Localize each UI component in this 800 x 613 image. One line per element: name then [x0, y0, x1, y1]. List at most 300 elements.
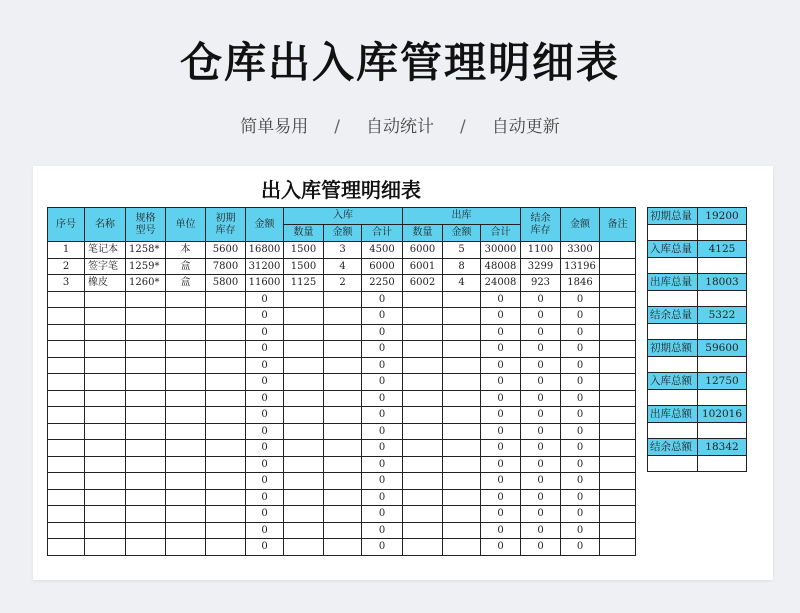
cell-remark[interactable]	[600, 242, 636, 259]
cell-init[interactable]	[206, 341, 246, 358]
cell-unit[interactable]	[166, 489, 206, 506]
summary-spacer-row	[648, 455, 747, 472]
cell-in-qty[interactable]	[284, 308, 324, 325]
cell-out-qty[interactable]	[403, 489, 443, 506]
cell-out-qty[interactable]	[403, 473, 443, 490]
summary-label: 入库总量	[648, 241, 698, 258]
cell-out-amt[interactable]	[443, 522, 481, 539]
cell-out-total[interactable]: 0	[481, 357, 521, 374]
cell-init[interactable]: 5800	[206, 275, 246, 292]
cell-in-total[interactable]: 0	[362, 489, 403, 506]
cell-bal[interactable]: 0	[521, 407, 561, 424]
cell-out-amt[interactable]: 5	[443, 242, 481, 259]
cell-unit[interactable]: 盒	[166, 258, 206, 275]
cell-bal[interactable]: 923	[521, 275, 561, 292]
cell-bal-amt[interactable]: 0	[561, 291, 600, 308]
cell-amt[interactable]: 0	[246, 522, 284, 539]
cell-amt[interactable]: 0	[246, 489, 284, 506]
cell-unit[interactable]	[166, 440, 206, 457]
cell-bal[interactable]: 0	[521, 324, 561, 341]
cell-in-qty[interactable]	[284, 357, 324, 374]
cell-name[interactable]	[85, 423, 126, 440]
cell-in-qty[interactable]	[284, 341, 324, 358]
cell-in-amt[interactable]	[324, 489, 362, 506]
summary-value[interactable]: 102016	[698, 406, 747, 423]
cell-bal-amt[interactable]: 3300	[561, 242, 600, 259]
cell-seq[interactable]	[48, 324, 85, 341]
cell-in-total[interactable]: 0	[362, 308, 403, 325]
cell-spec[interactable]	[126, 522, 166, 539]
cell-out-amt[interactable]	[443, 291, 481, 308]
cell-init[interactable]	[206, 539, 246, 556]
cell-out-amt[interactable]	[443, 423, 481, 440]
summary-value[interactable]: 4125	[698, 241, 747, 258]
cell-in-qty[interactable]	[284, 390, 324, 407]
cell-bal-amt[interactable]: 0	[561, 341, 600, 358]
cell-name[interactable]	[85, 308, 126, 325]
cell-out-amt[interactable]	[443, 489, 481, 506]
cell-bal[interactable]: 0	[521, 539, 561, 556]
cell-name[interactable]	[85, 341, 126, 358]
cell-out-total[interactable]: 0	[481, 522, 521, 539]
cell-name[interactable]	[85, 291, 126, 308]
cell-name[interactable]	[85, 357, 126, 374]
cell-amt[interactable]: 0	[246, 291, 284, 308]
cell-out-qty[interactable]	[403, 407, 443, 424]
cell-out-amt[interactable]	[443, 390, 481, 407]
cell-spec[interactable]	[126, 489, 166, 506]
cell-bal-amt[interactable]: 0	[561, 308, 600, 325]
cell-out-qty[interactable]	[403, 440, 443, 457]
cell-in-total[interactable]: 0	[362, 324, 403, 341]
cell-remark[interactable]	[600, 423, 636, 440]
cell-name[interactable]: 签字笔	[85, 258, 126, 275]
cell-out-qty[interactable]	[403, 374, 443, 391]
cell-in-amt[interactable]	[324, 539, 362, 556]
cell-amt[interactable]: 0	[246, 506, 284, 523]
cell-remark[interactable]	[600, 522, 636, 539]
cell-init[interactable]	[206, 489, 246, 506]
cell-in-total[interactable]: 0	[362, 390, 403, 407]
cell-remark[interactable]	[600, 308, 636, 325]
cell-amt[interactable]: 0	[246, 341, 284, 358]
cell-seq[interactable]	[48, 539, 85, 556]
cell-in-qty[interactable]	[284, 291, 324, 308]
cell-in-amt[interactable]	[324, 324, 362, 341]
cell-bal-amt[interactable]: 0	[561, 374, 600, 391]
cell-bal-amt[interactable]: 0	[561, 506, 600, 523]
cell-spec[interactable]	[126, 390, 166, 407]
cell-seq[interactable]	[48, 489, 85, 506]
cell-remark[interactable]	[600, 539, 636, 556]
cell-init[interactable]	[206, 506, 246, 523]
cell-in-amt[interactable]: 4	[324, 258, 362, 275]
cell-name[interactable]	[85, 407, 126, 424]
cell-name[interactable]: 橡皮	[85, 275, 126, 292]
cell-bal-amt[interactable]: 0	[561, 539, 600, 556]
cell-seq[interactable]: 3	[48, 275, 85, 292]
cell-spec[interactable]	[126, 308, 166, 325]
cell-name[interactable]	[85, 506, 126, 523]
cell-name[interactable]	[85, 522, 126, 539]
cell-init[interactable]	[206, 291, 246, 308]
cell-out-total[interactable]: 0	[481, 291, 521, 308]
cell-out-total[interactable]: 48008	[481, 258, 521, 275]
cell-in-total[interactable]: 0	[362, 291, 403, 308]
cell-amt[interactable]: 0	[246, 308, 284, 325]
cell-amt[interactable]: 0	[246, 324, 284, 341]
cell-out-amt[interactable]	[443, 374, 481, 391]
cell-out-qty[interactable]	[403, 341, 443, 358]
cell-remark[interactable]	[600, 357, 636, 374]
cell-spec[interactable]	[126, 374, 166, 391]
summary-label: 入库总额	[648, 373, 698, 390]
cell-bal[interactable]: 3299	[521, 258, 561, 275]
cell-spec[interactable]	[126, 423, 166, 440]
cell-seq[interactable]	[48, 440, 85, 457]
cell-out-amt[interactable]: 8	[443, 258, 481, 275]
cell-amt[interactable]: 11600	[246, 275, 284, 292]
cell-out-qty[interactable]: 6001	[403, 258, 443, 275]
cell-bal-amt[interactable]: 0	[561, 390, 600, 407]
cell-unit[interactable]	[166, 341, 206, 358]
cell-in-total[interactable]: 0	[362, 522, 403, 539]
cell-in-amt[interactable]	[324, 374, 362, 391]
cell-unit[interactable]	[166, 324, 206, 341]
cell-amt[interactable]: 0	[246, 407, 284, 424]
cell-in-total[interactable]: 0	[362, 506, 403, 523]
cell-unit[interactable]: 盒	[166, 275, 206, 292]
cell-bal[interactable]: 0	[521, 374, 561, 391]
cell-unit[interactable]	[166, 423, 206, 440]
cell-spec[interactable]	[126, 539, 166, 556]
cell-init[interactable]	[206, 390, 246, 407]
cell-name[interactable]	[85, 440, 126, 457]
cell-out-amt[interactable]	[443, 539, 481, 556]
cell-in-amt[interactable]	[324, 506, 362, 523]
cell-bal[interactable]: 0	[521, 423, 561, 440]
cell-bal-amt[interactable]: 0	[561, 473, 600, 490]
cell-seq[interactable]	[48, 506, 85, 523]
cell-in-qty[interactable]	[284, 440, 324, 457]
cell-remark[interactable]	[600, 291, 636, 308]
cell-bal[interactable]: 0	[521, 357, 561, 374]
summary-value[interactable]: 12750	[698, 373, 747, 390]
cell-in-amt[interactable]	[324, 440, 362, 457]
cell-amt[interactable]: 0	[246, 374, 284, 391]
cell-out-total[interactable]: 0	[481, 374, 521, 391]
cell-unit[interactable]	[166, 390, 206, 407]
cell-out-amt[interactable]	[443, 308, 481, 325]
cell-remark[interactable]	[600, 258, 636, 275]
cell-name[interactable]	[85, 374, 126, 391]
cell-unit[interactable]	[166, 308, 206, 325]
cell-remark[interactable]	[600, 275, 636, 292]
cell-spec[interactable]	[126, 341, 166, 358]
cell-amt[interactable]: 0	[246, 357, 284, 374]
cell-in-total[interactable]: 0	[362, 407, 403, 424]
cell-out-qty[interactable]	[403, 423, 443, 440]
summary-value[interactable]: 59600	[698, 340, 747, 357]
sheet-title: 出入库管理明细表	[261, 178, 421, 202]
cell-out-total[interactable]: 0	[481, 308, 521, 325]
cell-in-amt[interactable]: 3	[324, 242, 362, 259]
summary-value[interactable]: 5322	[698, 307, 747, 324]
cell-bal[interactable]: 0	[521, 456, 561, 473]
cell-out-amt[interactable]: 4	[443, 275, 481, 292]
cell-init[interactable]	[206, 357, 246, 374]
cell-bal-amt[interactable]: 0	[561, 456, 600, 473]
cell-bal[interactable]: 0	[521, 291, 561, 308]
cell-in-amt[interactable]	[324, 473, 362, 490]
cell-name[interactable]	[85, 473, 126, 490]
cell-bal-amt[interactable]: 0	[561, 522, 600, 539]
cell-in-amt[interactable]	[324, 456, 362, 473]
cell-bal-amt[interactable]: 0	[561, 407, 600, 424]
cell-init[interactable]	[206, 423, 246, 440]
cell-remark[interactable]	[600, 473, 636, 490]
cell-remark[interactable]	[600, 407, 636, 424]
cell-init[interactable]	[206, 407, 246, 424]
cell-unit[interactable]	[166, 456, 206, 473]
cell-remark[interactable]	[600, 456, 636, 473]
cell-in-amt[interactable]	[324, 341, 362, 358]
cell-out-amt[interactable]	[443, 407, 481, 424]
cell-out-qty[interactable]	[403, 539, 443, 556]
cell-amt[interactable]: 0	[246, 473, 284, 490]
cell-amt[interactable]: 0	[246, 456, 284, 473]
cell-in-amt[interactable]	[324, 423, 362, 440]
cell-unit[interactable]	[166, 407, 206, 424]
summary-value[interactable]: 19200	[698, 208, 747, 225]
cell-bal[interactable]: 0	[521, 390, 561, 407]
cell-init[interactable]	[206, 374, 246, 391]
cell-out-total[interactable]: 0	[481, 440, 521, 457]
cell-in-total[interactable]: 0	[362, 473, 403, 490]
cell-out-total[interactable]: 0	[481, 324, 521, 341]
cell-in-total[interactable]: 6000	[362, 258, 403, 275]
cell-remark[interactable]	[600, 324, 636, 341]
cell-remark[interactable]	[600, 489, 636, 506]
cell-bal-amt[interactable]: 0	[561, 489, 600, 506]
cell-amt[interactable]: 16800	[246, 242, 284, 259]
cell-seq[interactable]	[48, 522, 85, 539]
cell-in-qty[interactable]	[284, 324, 324, 341]
cell-in-total[interactable]: 0	[362, 374, 403, 391]
cell-seq[interactable]	[48, 341, 85, 358]
cell-bal-amt[interactable]: 0	[561, 324, 600, 341]
cell-name[interactable]	[85, 390, 126, 407]
cell-out-qty[interactable]	[403, 308, 443, 325]
cell-amt[interactable]: 31200	[246, 258, 284, 275]
cell-in-qty[interactable]: 1500	[284, 258, 324, 275]
cell-in-amt[interactable]	[324, 308, 362, 325]
cell-spec[interactable]	[126, 291, 166, 308]
cell-seq[interactable]	[48, 374, 85, 391]
cell-in-total[interactable]: 0	[362, 341, 403, 358]
cell-bal-amt[interactable]: 0	[561, 440, 600, 457]
cell-bal-amt[interactable]: 1846	[561, 275, 600, 292]
cell-init[interactable]	[206, 440, 246, 457]
cell-unit[interactable]: 本	[166, 242, 206, 259]
cell-out-amt[interactable]	[443, 440, 481, 457]
cell-in-amt[interactable]	[324, 522, 362, 539]
cell-seq[interactable]: 1	[48, 242, 85, 259]
cell-unit[interactable]	[166, 539, 206, 556]
cell-out-qty[interactable]: 6000	[403, 242, 443, 259]
cell-in-amt[interactable]	[324, 407, 362, 424]
cell-spec[interactable]	[126, 506, 166, 523]
cell-in-qty[interactable]	[284, 473, 324, 490]
cell-amt[interactable]: 0	[246, 539, 284, 556]
cell-spec[interactable]	[126, 324, 166, 341]
cell-seq[interactable]	[48, 473, 85, 490]
cell-init[interactable]	[206, 308, 246, 325]
cell-seq[interactable]	[48, 308, 85, 325]
cell-out-qty[interactable]	[403, 390, 443, 407]
cell-in-amt[interactable]	[324, 390, 362, 407]
cell-in-qty[interactable]	[284, 407, 324, 424]
summary-value[interactable]: 18003	[698, 274, 747, 291]
cell-in-amt[interactable]: 2	[324, 275, 362, 292]
cell-in-amt[interactable]	[324, 291, 362, 308]
cell-remark[interactable]	[600, 374, 636, 391]
cell-spec[interactable]: 1259*	[126, 258, 166, 275]
cell-seq[interactable]	[48, 407, 85, 424]
cell-out-qty[interactable]	[403, 456, 443, 473]
cell-amt[interactable]: 0	[246, 440, 284, 457]
cell-seq[interactable]: 2	[48, 258, 85, 275]
cell-out-total[interactable]: 0	[481, 539, 521, 556]
cell-in-total[interactable]: 4500	[362, 242, 403, 259]
cell-amt[interactable]: 0	[246, 390, 284, 407]
cell-in-qty[interactable]: 1125	[284, 275, 324, 292]
cell-name[interactable]	[85, 489, 126, 506]
cell-init[interactable]	[206, 456, 246, 473]
cell-bal[interactable]: 0	[521, 473, 561, 490]
cell-in-qty[interactable]	[284, 489, 324, 506]
cell-in-qty[interactable]	[284, 539, 324, 556]
cell-in-qty[interactable]	[284, 506, 324, 523]
cell-out-qty[interactable]	[403, 324, 443, 341]
cell-seq[interactable]	[48, 357, 85, 374]
cell-out-amt[interactable]	[443, 456, 481, 473]
cell-bal[interactable]: 0	[521, 506, 561, 523]
cell-unit[interactable]	[166, 357, 206, 374]
cell-bal[interactable]: 0	[521, 522, 561, 539]
cell-remark[interactable]	[600, 341, 636, 358]
cell-remark[interactable]	[600, 506, 636, 523]
cell-in-qty[interactable]	[284, 456, 324, 473]
cell-unit[interactable]	[166, 374, 206, 391]
cell-bal[interactable]: 0	[521, 341, 561, 358]
cell-name[interactable]	[85, 324, 126, 341]
cell-in-total[interactable]: 0	[362, 357, 403, 374]
cell-in-amt[interactable]	[324, 357, 362, 374]
cell-out-total[interactable]: 0	[481, 390, 521, 407]
cell-seq[interactable]	[48, 456, 85, 473]
cell-out-total[interactable]: 0	[481, 489, 521, 506]
cell-init[interactable]	[206, 473, 246, 490]
cell-name[interactable]	[85, 539, 126, 556]
cell-name[interactable]: 笔记本	[85, 242, 126, 259]
cell-out-total[interactable]: 24008	[481, 275, 521, 292]
cell-in-qty[interactable]	[284, 374, 324, 391]
cell-spec[interactable]	[126, 407, 166, 424]
cell-in-qty[interactable]: 1500	[284, 242, 324, 259]
cell-in-total[interactable]: 2250	[362, 275, 403, 292]
cell-init[interactable]: 5600	[206, 242, 246, 259]
cell-seq[interactable]	[48, 390, 85, 407]
cell-unit[interactable]	[166, 291, 206, 308]
cell-out-total[interactable]: 0	[481, 456, 521, 473]
cell-spec[interactable]	[126, 440, 166, 457]
cell-spec[interactable]	[126, 456, 166, 473]
cell-out-qty[interactable]: 6002	[403, 275, 443, 292]
cell-in-total[interactable]: 0	[362, 423, 403, 440]
header-balance-amount: 金额	[561, 208, 600, 242]
cell-spec[interactable]	[126, 357, 166, 374]
cell-unit[interactable]	[166, 506, 206, 523]
summary-spacer-row	[648, 323, 747, 340]
cell-spec[interactable]	[126, 473, 166, 490]
cell-bal[interactable]: 1100	[521, 242, 561, 259]
cell-spec[interactable]: 1260*	[126, 275, 166, 292]
summary-spacer-cell	[648, 224, 698, 241]
cell-remark[interactable]	[600, 390, 636, 407]
cell-in-total[interactable]: 0	[362, 539, 403, 556]
cell-name[interactable]	[85, 456, 126, 473]
cell-bal[interactable]: 0	[521, 440, 561, 457]
cell-in-total[interactable]: 0	[362, 440, 403, 457]
cell-bal-amt[interactable]: 0	[561, 357, 600, 374]
cell-unit[interactable]	[166, 473, 206, 490]
cell-bal[interactable]: 0	[521, 489, 561, 506]
cell-out-amt[interactable]	[443, 473, 481, 490]
cell-out-amt[interactable]	[443, 357, 481, 374]
cell-out-total[interactable]: 0	[481, 423, 521, 440]
cell-amt[interactable]: 0	[246, 423, 284, 440]
cell-out-total[interactable]: 0	[481, 407, 521, 424]
cell-remark[interactable]	[600, 440, 636, 457]
cell-unit[interactable]	[166, 522, 206, 539]
cell-out-qty[interactable]	[403, 291, 443, 308]
cell-in-qty[interactable]	[284, 423, 324, 440]
summary-value[interactable]: 18342	[698, 439, 747, 456]
cell-init[interactable]	[206, 522, 246, 539]
cell-init[interactable]	[206, 324, 246, 341]
cell-bal-amt[interactable]: 13196	[561, 258, 600, 275]
cell-spec[interactable]: 1258*	[126, 242, 166, 259]
cell-bal[interactable]: 0	[521, 308, 561, 325]
cell-bal-amt[interactable]: 0	[561, 423, 600, 440]
cell-init[interactable]: 7800	[206, 258, 246, 275]
cell-out-amt[interactable]	[443, 506, 481, 523]
cell-out-amt[interactable]	[443, 341, 481, 358]
cell-seq[interactable]	[48, 291, 85, 308]
cell-out-total[interactable]: 30000	[481, 242, 521, 259]
cell-out-total[interactable]: 0	[481, 341, 521, 358]
cell-out-qty[interactable]	[403, 522, 443, 539]
cell-seq[interactable]	[48, 423, 85, 440]
cell-out-qty[interactable]	[403, 357, 443, 374]
cell-in-qty[interactable]	[284, 522, 324, 539]
cell-out-total[interactable]: 0	[481, 473, 521, 490]
cell-out-amt[interactable]	[443, 324, 481, 341]
cell-out-total[interactable]: 0	[481, 506, 521, 523]
cell-out-qty[interactable]	[403, 506, 443, 523]
cell-in-total[interactable]: 0	[362, 456, 403, 473]
